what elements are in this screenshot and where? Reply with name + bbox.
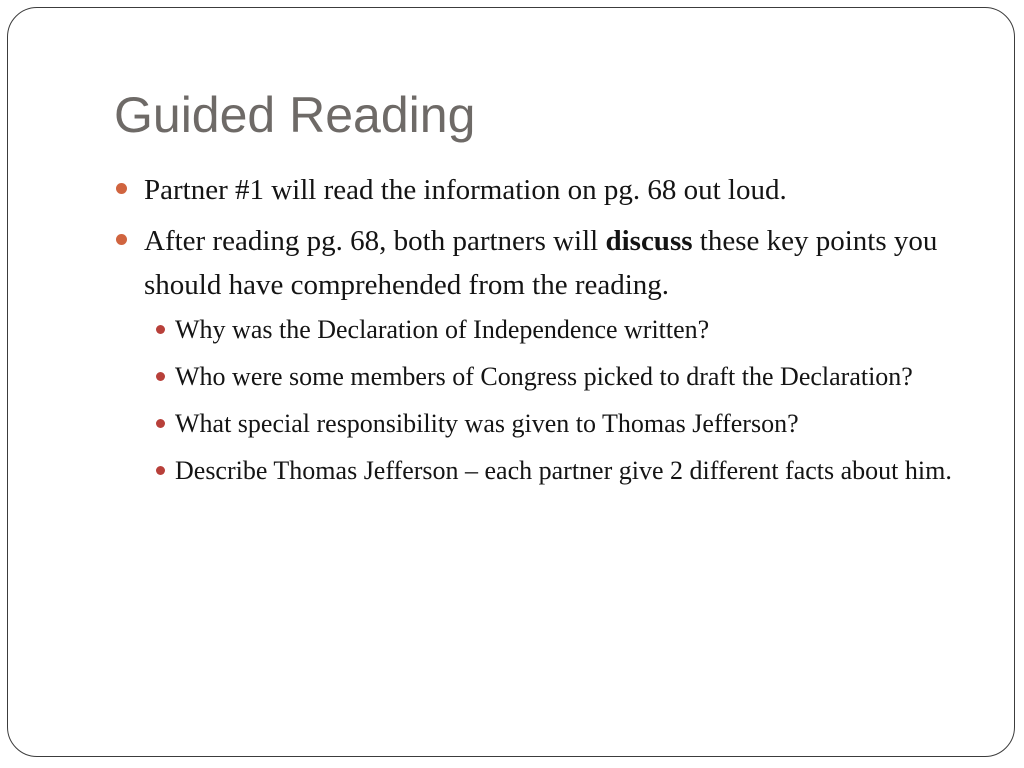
bullet-list — [114, 168, 964, 491]
bullet-text-lead: After reading pg. 68, both partners will — [144, 225, 606, 257]
sub-bullet-text: Who were some members of Congress picked to draft the Declaration? — [175, 362, 913, 391]
sub-bullet-text: What special responsibility was given to Thomas Jefferson? — [175, 409, 799, 438]
bullet-item-2 — [114, 219, 964, 491]
slide-title: Guided Reading — [114, 87, 476, 143]
sub-bullet-item-3 — [144, 404, 964, 444]
sub-bullet-item-2 — [144, 357, 964, 397]
bullet-dot-icon — [156, 372, 165, 381]
sub-bullet-item-4 — [144, 451, 964, 491]
bullet-dot-icon — [156, 466, 165, 475]
bullet-dot-icon — [116, 183, 127, 194]
sub-bullet-text: Describe Thomas Jefferson – each partner give 2 different facts about him. — [175, 456, 952, 485]
sub-bullet-list — [144, 310, 964, 491]
bullet-dot-icon — [156, 325, 165, 334]
bullet-dot-icon — [116, 234, 127, 245]
sub-bullet-item-1 — [144, 310, 964, 350]
bullet-dot-icon — [156, 419, 165, 428]
bullet-emphasis: discuss — [605, 225, 693, 257]
bullet-text: Partner #1 will read the information on pg. 68 out loud. — [144, 174, 787, 206]
slide-content — [114, 168, 964, 498]
bullet-text-tail: these key points you should have comprehended from the reading. — [144, 225, 938, 301]
sub-bullet-text: Why was the Declaration of Independence written? — [175, 315, 710, 344]
bullet-item-1 — [114, 168, 964, 212]
